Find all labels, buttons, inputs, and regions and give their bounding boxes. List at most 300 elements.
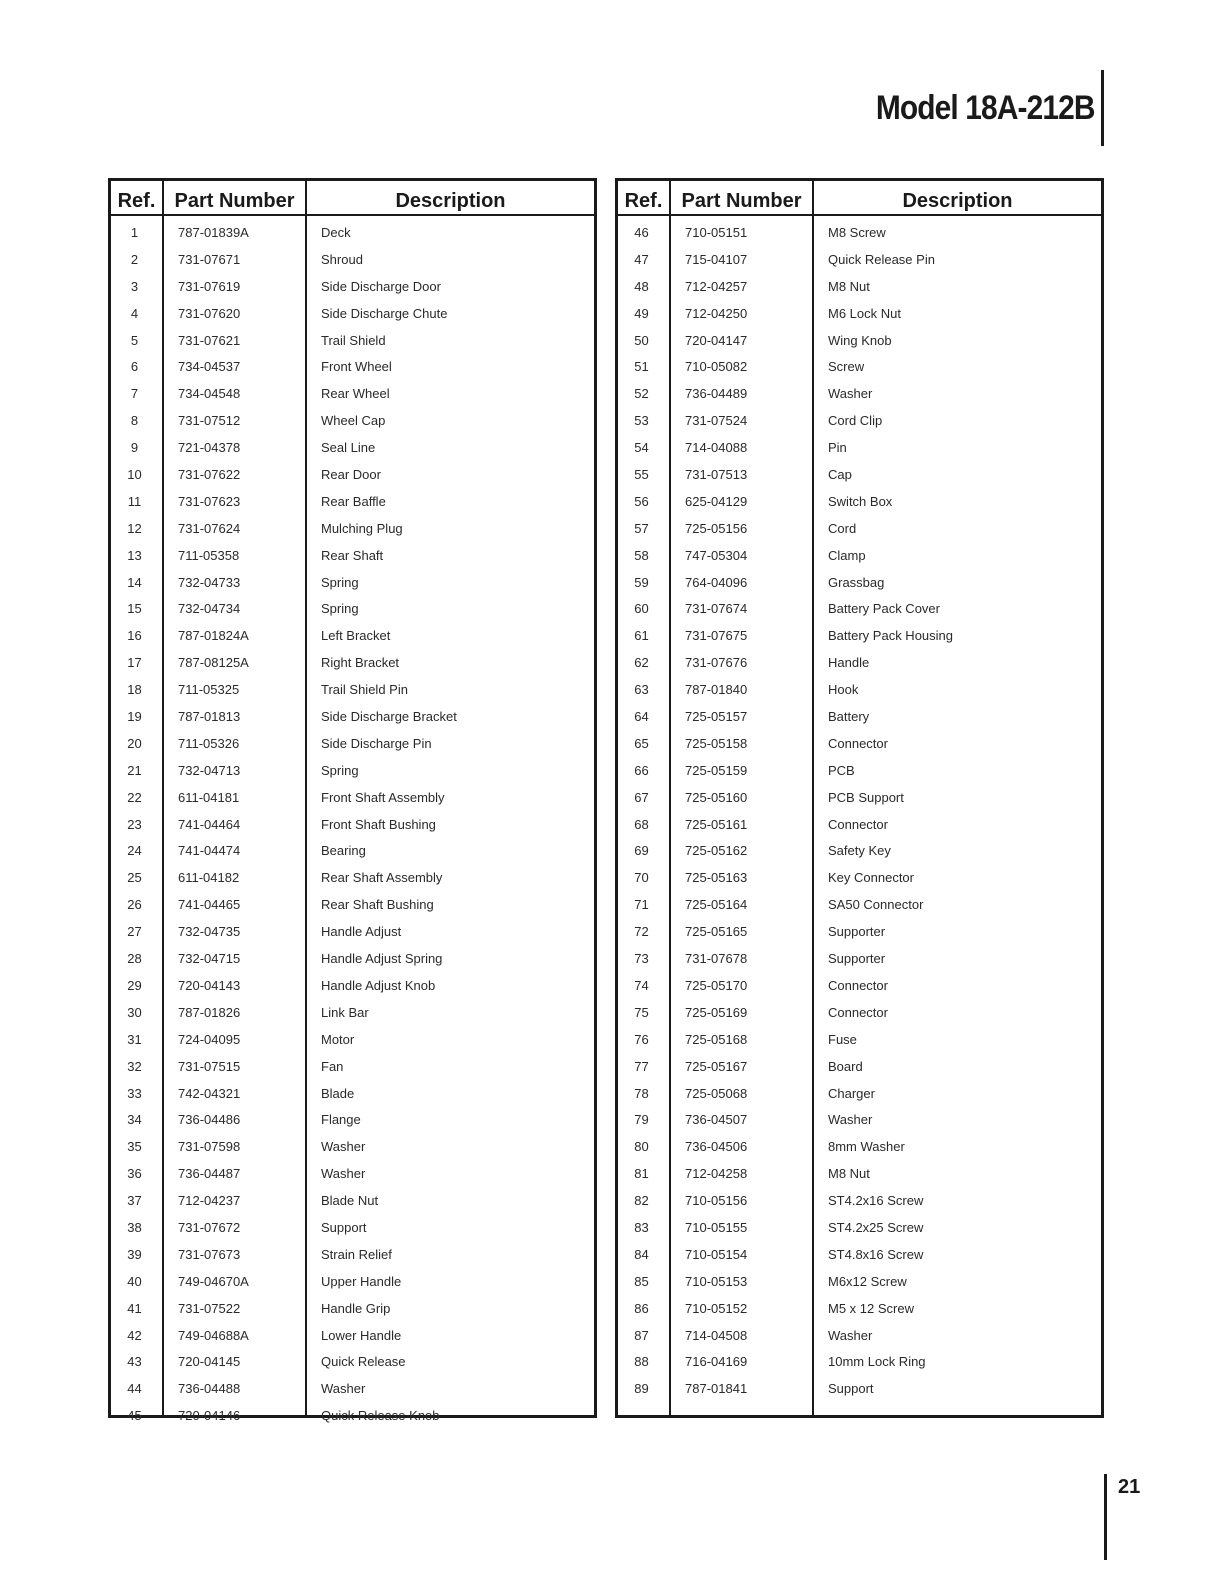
ref-cell: 70 (634, 870, 649, 886)
description-cell: Bearing (321, 843, 366, 859)
table-row (618, 1081, 1101, 1108)
table-row (618, 704, 1101, 731)
ref-cell: 6 (130, 359, 139, 375)
table-row (618, 435, 1101, 462)
table-row (111, 301, 594, 328)
ref-cell: 75 (634, 1004, 649, 1020)
part-number-cell: 731-07619 (178, 278, 241, 294)
table-row (618, 1215, 1101, 1242)
part-number-cell: 736-04489 (685, 386, 748, 402)
table-row (111, 1027, 594, 1054)
description-cell: Upper Handle (321, 1273, 402, 1289)
part-number-cell: 787-01840 (685, 682, 748, 698)
description-cell: 8mm Washer (828, 1139, 905, 1155)
description-cell: Support (828, 1381, 874, 1397)
table-row (111, 489, 594, 516)
part-number-cell: 712-04258 (685, 1166, 748, 1182)
table-row (111, 865, 594, 892)
description-cell: Switch Box (828, 493, 893, 509)
table-row (111, 704, 594, 731)
table-row (111, 731, 594, 758)
part-number-cell: 711-05326 (178, 735, 240, 751)
ref-cell: 11 (127, 493, 142, 509)
ref-cell: 18 (127, 682, 142, 698)
table-row (618, 1134, 1101, 1161)
ref-cell: 5 (130, 332, 139, 348)
ref-cell: 77 (634, 1058, 649, 1074)
table-row (111, 274, 594, 301)
part-number-cell: 725-05165 (685, 924, 748, 940)
ref-cell: 22 (127, 789, 142, 805)
description-cell: Handle Grip (321, 1300, 391, 1316)
part-number-cell: 731-07671 (178, 251, 241, 267)
ref-cell: 53 (634, 413, 649, 429)
table-row (618, 892, 1101, 919)
description-cell: Spring (321, 601, 359, 617)
part-number-cell: 716-04169 (685, 1354, 748, 1370)
description-cell: 10mm Lock Ring (828, 1354, 926, 1370)
description-cell: Washer (321, 1381, 366, 1397)
ref-cell: 48 (634, 278, 649, 294)
description-cell: ST4.8x16 Screw (828, 1246, 924, 1262)
description-cell: Seal Line (321, 440, 376, 456)
table-row (111, 623, 594, 650)
table-row (111, 1054, 594, 1081)
description-cell: SA50 Connector (828, 897, 924, 913)
part-number-cell: 714-04508 (685, 1327, 748, 1343)
description-cell: Board (828, 1058, 863, 1074)
part-number-cell: 710-05082 (685, 359, 748, 375)
table-row (618, 354, 1101, 381)
description-cell: Washer (828, 1112, 873, 1128)
table-row (111, 328, 594, 355)
ref-cell: 12 (127, 520, 142, 536)
table-row (618, 758, 1101, 785)
part-number-cell: 725-05170 (685, 977, 748, 993)
table-row (618, 838, 1101, 865)
description-cell: Left Bracket (321, 628, 391, 644)
table-row (618, 731, 1101, 758)
part-number-cell: 736-04488 (178, 1381, 241, 1397)
description-cell: Blade Nut (321, 1193, 379, 1209)
table-row (618, 301, 1101, 328)
title-rule (1101, 70, 1104, 146)
description-cell: Shroud (321, 251, 363, 267)
part-number-cell: 725-05167 (685, 1058, 748, 1074)
ref-cell: 14 (127, 574, 142, 590)
part-number-cell: 725-05158 (685, 735, 748, 751)
part-number-cell: 731-07621 (178, 332, 241, 348)
part-number-cell: 725-05161 (685, 816, 748, 832)
description-cell: Front Wheel (321, 359, 392, 375)
ref-cell: 88 (634, 1354, 649, 1370)
description-cell: Fuse (828, 1031, 857, 1047)
header-ref: Ref. (117, 190, 156, 212)
table-row (111, 1349, 594, 1376)
ref-cell: 69 (634, 843, 649, 859)
part-number-cell: 787-01824A (178, 628, 249, 644)
description-cell: Support (321, 1219, 367, 1235)
part-number-cell: 764-04096 (685, 574, 748, 590)
table-row (618, 1161, 1101, 1188)
table-row (111, 220, 594, 247)
part-number-cell: 741-04474 (178, 843, 241, 859)
table-row (111, 1107, 594, 1134)
table-row (111, 247, 594, 274)
description-cell: Spring (321, 762, 359, 778)
table-row (111, 1134, 594, 1161)
part-number-cell: 732-04715 (178, 951, 241, 967)
ref-cell: 64 (634, 709, 649, 725)
ref-cell: 80 (634, 1139, 649, 1155)
ref-cell: 38 (127, 1219, 142, 1235)
description-cell: Washer (828, 1327, 873, 1343)
ref-cell: 85 (634, 1273, 649, 1289)
description-cell: Blade (321, 1085, 355, 1101)
part-number-cell: 732-04734 (178, 601, 241, 617)
ref-cell: 7 (130, 386, 139, 402)
description-cell: Washer (321, 1166, 366, 1182)
table-row (618, 946, 1101, 973)
table-row (111, 838, 594, 865)
part-number-cell: 724-04095 (178, 1031, 241, 1047)
part-number-cell: 732-04733 (178, 574, 241, 590)
ref-cell: 57 (634, 520, 649, 536)
table-row (618, 973, 1101, 1000)
part-number-cell: 710-05156 (685, 1193, 748, 1209)
part-number-cell: 731-07524 (685, 413, 748, 429)
part-number-cell: 736-04507 (685, 1112, 748, 1128)
table-row (618, 1323, 1101, 1350)
part-number-cell: 725-05156 (685, 520, 748, 536)
part-number-cell: 731-07624 (178, 520, 241, 536)
ref-cell: 68 (634, 816, 649, 832)
part-number-cell: 731-07515 (178, 1058, 241, 1074)
description-cell: ST4.2x25 Screw (828, 1219, 924, 1235)
page-number-rule (1104, 1474, 1107, 1560)
ref-cell: 19 (127, 709, 142, 725)
description-cell: Connector (828, 1004, 888, 1020)
description-cell: Fan (321, 1058, 344, 1074)
part-number-cell: 742-04321 (178, 1085, 241, 1101)
description-cell: Pin (828, 440, 847, 456)
table-row (111, 1269, 594, 1296)
part-number-cell: 710-05152 (685, 1300, 748, 1316)
table-row (618, 677, 1101, 704)
table-row (618, 1376, 1101, 1403)
header-description: Description (395, 190, 506, 212)
ref-cell: 16 (127, 628, 142, 644)
description-cell: PCB Support (828, 789, 904, 805)
ref-cell: 65 (634, 735, 649, 751)
table-row (618, 328, 1101, 355)
ref-cell: 79 (634, 1112, 649, 1128)
table-row (618, 865, 1101, 892)
table-row (618, 812, 1101, 839)
ref-cell: 2 (130, 251, 139, 267)
ref-cell: 21 (127, 762, 142, 778)
ref-cell: 89 (634, 1381, 649, 1397)
ref-cell: 27 (127, 924, 142, 940)
description-cell: Deck (321, 225, 351, 240)
part-number-cell: 710-05153 (685, 1273, 748, 1289)
description-cell: Rear Shaft (321, 547, 384, 563)
ref-cell: 50 (634, 332, 649, 348)
part-number-cell: 731-07522 (178, 1300, 241, 1316)
part-number-cell: 712-04250 (685, 305, 748, 321)
description-cell: Rear Baffle (321, 493, 386, 509)
table-row (618, 623, 1101, 650)
part-number-cell: 731-07674 (685, 601, 748, 617)
description-cell: Battery Pack Housing (828, 628, 954, 644)
table-row (111, 1161, 594, 1188)
table-row (111, 1242, 594, 1269)
table-row (111, 1215, 594, 1242)
part-number-cell: 741-04465 (178, 897, 241, 913)
ref-cell: 83 (634, 1219, 649, 1235)
table-row (111, 919, 594, 946)
part-number-cell: 611-04182 (178, 870, 240, 886)
part-number-cell: 611-04181 (178, 789, 240, 805)
table-row (111, 892, 594, 919)
table-row (618, 785, 1101, 812)
ref-cell: 78 (634, 1085, 649, 1101)
table-row (618, 1349, 1101, 1376)
ref-cell: 63 (634, 682, 649, 698)
ref-cell: 9 (130, 440, 139, 456)
table-row (618, 1296, 1101, 1323)
ref-cell: 60 (634, 601, 649, 617)
description-cell: Cord Clip (828, 413, 883, 429)
part-number-cell: 725-05068 (685, 1085, 748, 1101)
table-row (618, 408, 1101, 435)
part-number-cell: 720-04145 (178, 1354, 241, 1370)
ref-cell: 1 (130, 225, 139, 240)
ref-cell: 66 (634, 762, 649, 778)
ref-cell: 23 (127, 816, 142, 832)
ref-cell: 17 (127, 655, 142, 671)
header-part-number: Part Number (681, 190, 802, 212)
part-number-cell: 712-04257 (685, 278, 748, 294)
table-row (111, 570, 594, 597)
ref-cell: 56 (634, 493, 649, 509)
ref-cell: 40 (127, 1273, 142, 1289)
table-row (111, 354, 594, 381)
part-number-cell: 787-01841 (685, 1381, 748, 1397)
table-row (618, 247, 1101, 274)
table-row (618, 596, 1101, 623)
table-row (111, 650, 594, 677)
description-cell: M8 Nut (828, 1166, 870, 1182)
part-number-cell: 725-05168 (685, 1031, 748, 1047)
header-description: Description (902, 190, 1013, 212)
description-cell: Rear Wheel (321, 386, 390, 402)
description-cell: M8 Nut (828, 278, 870, 294)
ref-cell: 43 (127, 1354, 142, 1370)
part-number-cell: 715-04107 (685, 251, 748, 267)
description-cell: Rear Door (321, 467, 381, 483)
table-row (618, 1188, 1101, 1215)
part-number-cell: 725-05169 (685, 1004, 748, 1020)
table-row (618, 1054, 1101, 1081)
ref-cell: 61 (634, 628, 649, 644)
part-number-cell: 749-04688A (178, 1327, 249, 1343)
table-row (618, 274, 1101, 301)
part-number-cell: 787-08125A (178, 655, 249, 671)
table-row (618, 650, 1101, 677)
ref-cell: 51 (634, 359, 649, 375)
description-cell: M6 Lock Nut (828, 305, 901, 321)
ref-cell: 54 (634, 440, 649, 456)
ref-cell: 32 (127, 1058, 142, 1074)
ref-cell: 45 (127, 1408, 142, 1424)
ref-cell: 87 (634, 1327, 649, 1343)
description-cell: Supporter (828, 924, 886, 940)
part-number-cell: 736-04506 (685, 1139, 748, 1155)
part-number-cell: 732-04735 (178, 924, 241, 940)
ref-cell: 86 (634, 1300, 649, 1316)
description-cell: Battery Pack Cover (828, 601, 940, 617)
description-cell: Cap (828, 467, 852, 483)
part-number-cell: 731-07678 (685, 951, 748, 967)
part-number-cell: 625-04129 (685, 493, 748, 509)
table-rows (618, 220, 1101, 1403)
ref-cell: 28 (127, 951, 142, 967)
table-row (111, 543, 594, 570)
ref-cell: 41 (127, 1300, 142, 1316)
table-row (618, 1027, 1101, 1054)
description-cell: Side Discharge Pin (321, 735, 432, 751)
ref-cell: 26 (127, 897, 142, 913)
part-number-cell: 731-07672 (178, 1219, 241, 1235)
ref-cell: 58 (634, 547, 649, 563)
ref-cell: 30 (127, 1004, 142, 1020)
table-row (111, 1376, 594, 1403)
table-row (111, 516, 594, 543)
description-cell: Strain Relief (321, 1246, 392, 1262)
ref-cell: 76 (634, 1031, 649, 1047)
ref-cell: 29 (127, 977, 142, 993)
header-part-number: Part Number (174, 190, 295, 212)
ref-cell: 31 (127, 1031, 142, 1047)
description-cell: ST4.2x16 Screw (828, 1193, 924, 1209)
ref-cell: 72 (634, 924, 649, 940)
description-cell: M5 x 12 Screw (828, 1300, 914, 1316)
description-cell: Quick Release (321, 1354, 406, 1370)
description-cell: Battery (828, 709, 870, 725)
description-cell: Link Bar (321, 1004, 369, 1020)
table-row (618, 570, 1101, 597)
description-cell: Handle Adjust Knob (321, 977, 436, 993)
description-cell: Charger (828, 1085, 875, 1101)
description-cell: Washer (828, 386, 873, 402)
ref-cell: 55 (634, 467, 649, 483)
ref-cell: 73 (634, 951, 649, 967)
table-row (111, 812, 594, 839)
part-number-cell: 731-07676 (685, 655, 748, 671)
description-cell: Handle Adjust Spring (321, 951, 443, 967)
description-cell: Clamp (828, 547, 866, 563)
table-row (111, 677, 594, 704)
ref-cell: 49 (634, 305, 649, 321)
description-cell: Rear Shaft Assembly (321, 870, 443, 886)
ref-cell: 25 (127, 870, 142, 886)
ref-cell: 35 (127, 1139, 142, 1155)
part-number-cell: 731-07623 (178, 493, 241, 509)
part-number-cell: 725-05163 (685, 870, 748, 886)
part-number-cell: 731-07620 (178, 305, 241, 321)
description-cell: Front Shaft Assembly (321, 789, 445, 805)
ref-cell: 46 (634, 225, 649, 240)
part-number-cell: 725-05162 (685, 843, 748, 859)
description-cell: M8 Screw (828, 225, 886, 240)
part-number-cell: 787-01839A (178, 225, 249, 240)
description-cell: Washer (321, 1139, 366, 1155)
table-row (111, 758, 594, 785)
part-number-cell: 749-04670A (178, 1273, 249, 1289)
description-cell: Rear Shaft Bushing (321, 897, 434, 913)
part-number-cell: 720-04143 (178, 977, 241, 993)
ref-cell: 44 (127, 1381, 142, 1397)
ref-cell: 4 (130, 305, 139, 321)
part-number-cell: 731-07622 (178, 467, 241, 483)
description-cell: Trail Shield Pin (321, 682, 408, 698)
ref-cell: 24 (127, 843, 142, 859)
description-cell: Handle (828, 655, 870, 671)
table-row (111, 785, 594, 812)
model-title: Model 18A-212B (876, 89, 1095, 127)
description-cell: M6x12 Screw (828, 1273, 907, 1289)
ref-cell: 34 (127, 1112, 142, 1128)
ref-cell: 8 (130, 413, 139, 429)
description-cell: Flange (321, 1112, 361, 1128)
ref-cell: 20 (127, 735, 142, 751)
ref-cell: 47 (634, 251, 649, 267)
description-cell: Side Discharge Bracket (321, 709, 457, 725)
description-cell: PCB (828, 762, 855, 778)
table-row (111, 946, 594, 973)
page-number: 21 (1118, 1476, 1141, 1498)
ref-cell: 13 (127, 547, 142, 563)
table-row (111, 462, 594, 489)
description-cell: Safety Key (828, 843, 891, 859)
part-number-cell: 747-05304 (685, 547, 748, 563)
part-number-cell: 732-04713 (178, 762, 241, 778)
part-number-cell: 731-07598 (178, 1139, 241, 1155)
table-row (618, 919, 1101, 946)
description-cell: Motor (321, 1031, 355, 1047)
part-number-cell: 720-04146 (178, 1408, 241, 1424)
ref-cell: 15 (127, 601, 142, 617)
description-cell: Quick Release Pin (828, 251, 935, 267)
part-number-cell: 734-04548 (178, 386, 241, 402)
part-number-cell: 720-04147 (685, 332, 748, 348)
part-number-cell: 711-05325 (178, 682, 240, 698)
table-row (618, 1107, 1101, 1134)
table-row (111, 1188, 594, 1215)
description-cell: Right Bracket (321, 655, 400, 671)
parts-table-right (615, 178, 1104, 1418)
table-row (618, 489, 1101, 516)
part-number-cell: 710-05154 (685, 1246, 748, 1262)
part-number-cell: 725-05159 (685, 762, 748, 778)
header-ref: Ref. (624, 190, 663, 212)
part-number-cell: 731-07675 (685, 628, 748, 644)
table-row (618, 1242, 1101, 1269)
table-row (618, 381, 1101, 408)
ref-cell: 81 (634, 1166, 649, 1182)
part-number-cell: 731-07512 (178, 413, 241, 429)
